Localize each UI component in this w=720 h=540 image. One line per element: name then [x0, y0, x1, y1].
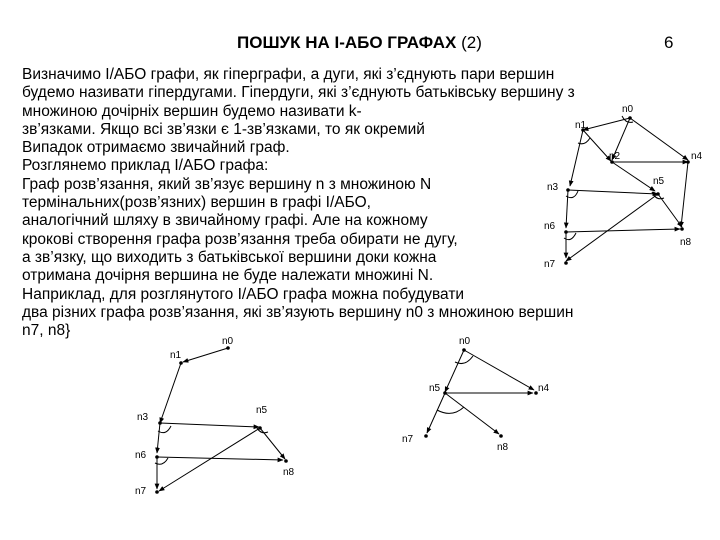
node-label: n4: [538, 383, 550, 394]
node-label: n1: [575, 120, 587, 131]
node-label: n8: [497, 442, 509, 453]
text-line: термінальних(розв’язних) вершин в графі І/АБО,: [22, 194, 371, 212]
page-number: 6: [664, 33, 674, 52]
slide-title: ПОШУК НА І-АБО ГРАФАХ (2): [237, 33, 482, 52]
text-line: отримана дочірня вершина не буде належати множині N.: [22, 267, 434, 285]
solution-graph-2: [424, 348, 538, 438]
text-line: Граф розв’язання, який зв’язує вершину n з множиною N: [22, 175, 432, 193]
text-line: Визначимо І/АБО графи, як гіперграфи, а дуги, які з’єднують пари вершин: [22, 66, 555, 83]
node-label: n3: [137, 412, 149, 423]
node-label: n0: [622, 104, 634, 115]
node-label: n7: [544, 259, 556, 270]
text-line: аналогічний шляху в звичайному графі. Але на кожному: [22, 212, 428, 230]
text-line: Випадок отримаємо звичайний граф.: [22, 139, 290, 157]
node-label: n0: [222, 336, 234, 347]
text-line: n7, n8}: [22, 322, 71, 340]
hyperarc-connectors: [564, 116, 664, 240]
solution-graph-2-labels: [402, 336, 550, 453]
solution-graph-1-labels: [135, 336, 295, 497]
node-label: n7: [402, 434, 414, 445]
node-label: n0: [459, 336, 471, 347]
text-line: крокові створення графа розв’язання треба обирати не дугу,: [22, 230, 458, 248]
node-label: n8: [283, 467, 295, 478]
text-line: зв’язками. Якщо всі зв’язки є 1-зв’язками, то як окремий: [22, 120, 425, 138]
node-label: n1: [170, 350, 182, 361]
node-label: n6: [544, 221, 556, 232]
node-label: n6: [135, 450, 147, 461]
node-label: n7: [135, 486, 147, 497]
text-line: множиною дочірніх вершин будемо називати k-: [22, 102, 362, 120]
graph-edges: [566, 118, 688, 261]
text-line: Розглянемо приклад І/АБО графа:: [22, 157, 269, 175]
graph-labels: [544, 104, 703, 270]
node-label: n8: [680, 237, 692, 248]
node-label: n5: [653, 176, 665, 187]
node-label: n5: [256, 405, 268, 416]
node-label: n4: [691, 151, 703, 162]
text-line: будемо називати гіпердугами. Гіпердуги, які з’єднують батьківську вершину з: [22, 84, 575, 102]
text-line: Наприклад, для розглянутого І/АБО графа можна побудувати: [22, 285, 465, 303]
node-label: n5: [429, 383, 441, 394]
text-line: два різних графа розв’язання, які зв’язують вершину n0 з множиною вершин: [22, 303, 574, 321]
node-label: n2: [609, 151, 621, 162]
and-or-graph: [564, 116, 690, 265]
node-label: n3: [547, 182, 559, 193]
text-line: а зв’язку, що виходить з батьківської вершини доки кожна: [22, 248, 437, 266]
solution-graph-1: [155, 346, 288, 494]
